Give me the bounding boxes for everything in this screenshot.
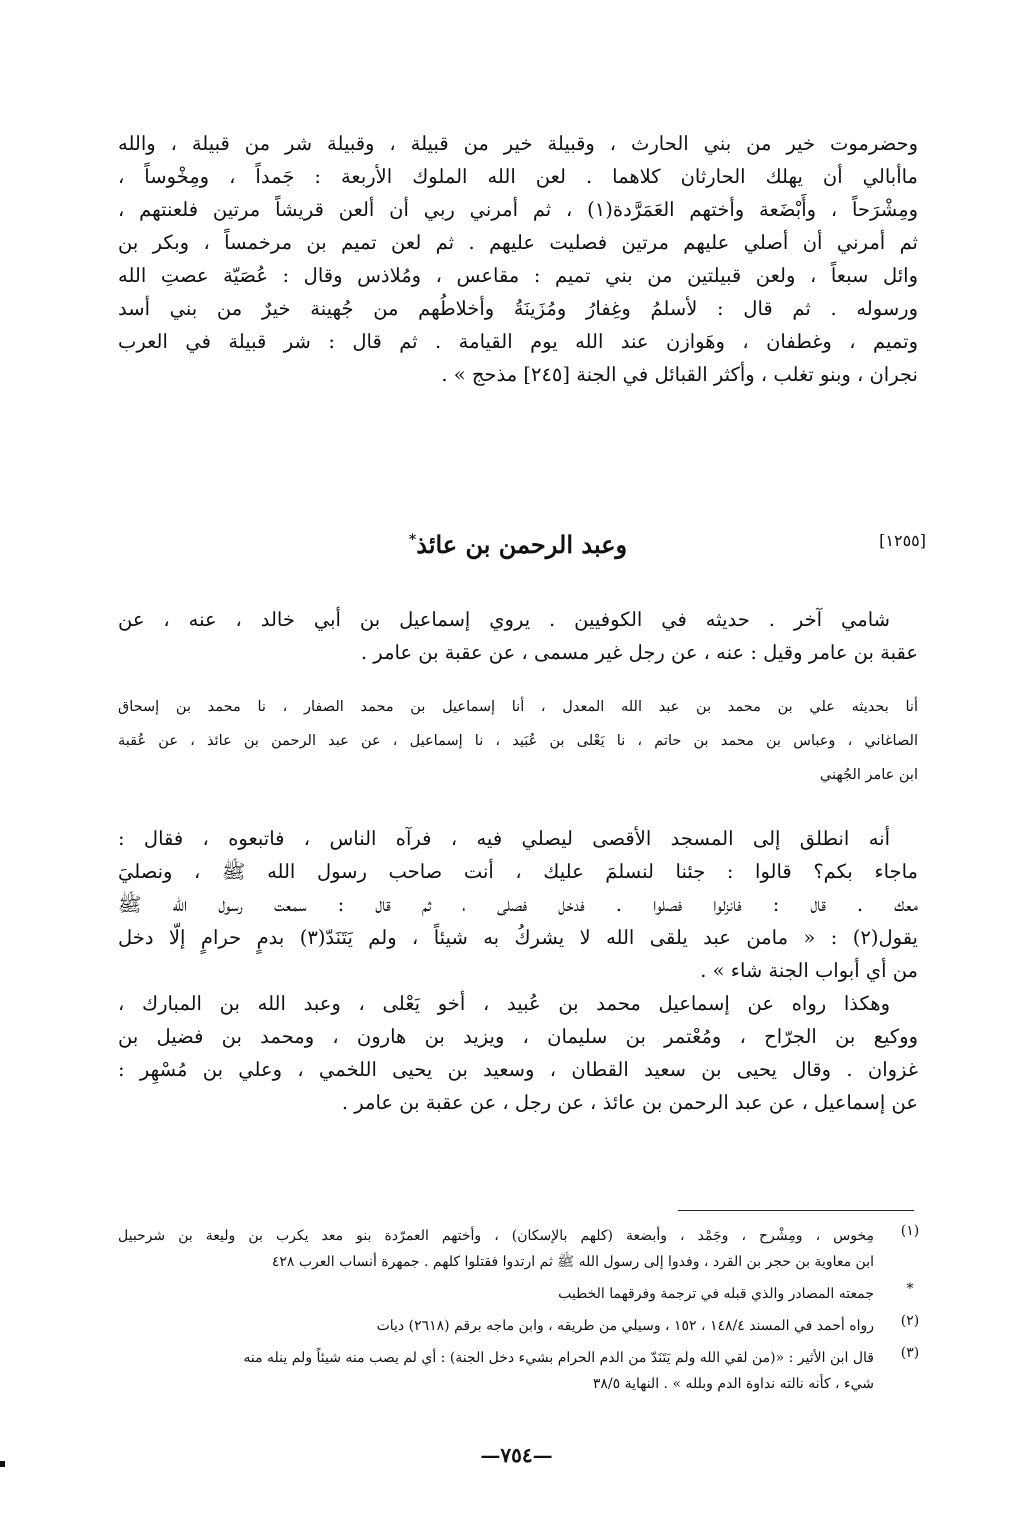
page-number: —٧٥٤— bbox=[480, 1443, 553, 1467]
text-line: وتميم ، وغطفان ، وهَوازن عند الله يوم القيامة . ثم قال : شر قبيلة في العرب bbox=[118, 330, 918, 353]
text-line: ورسوله . ثم قال : لأسلمُ وغِفارُ ومُزَينَةُ وأخلاطُهم من جُهينة خيرٌ من بني أسد bbox=[118, 297, 918, 320]
entry-heading bbox=[118, 520, 918, 560]
text-line: وهكذا رواه عن إسماعيل محمد بن عُبيد ، أخو يَعْلى ، وعبد الله بن المبارك ، bbox=[118, 992, 890, 1015]
text-line: أنه انطلق إلى المسجد الأقصى ليصلي فيه ، فرآه الناس ، فاتبعوه ، فقال : bbox=[118, 827, 890, 850]
footnote bbox=[118, 1313, 918, 1339]
text-line: ماأبالي أن يهلك الحارثان كلاهما . لعن الله الملوك الأربعة : جَمداً ، ومِخْوساً ، bbox=[118, 165, 918, 188]
text-line: عقبة بن عامر وقيل : عنه ، عن رجل غير مسمى ، عن عقبة بن عامر . bbox=[360, 641, 918, 664]
footnote-mark: (١) bbox=[900, 1223, 920, 1239]
footnote-line: مِخوس ، ومِشْرح ، وجَمْد ، وأبضعة (كلهم بالإسكان) ، وأختهم العمرّدة بنو معد يكرب بن وليعة بن شرحبيل bbox=[118, 1228, 874, 1244]
entry-number: [١٢٥٥] bbox=[879, 531, 926, 550]
text-line: ووكيع بن الجرّاح ، ومُعْتمر بن سليمان ، ويزيد بن هارون ، ومحمد بن فضيل بن bbox=[118, 1025, 918, 1048]
footnote bbox=[118, 1223, 918, 1275]
footnote bbox=[118, 1345, 918, 1397]
footnote-line: ابن معاوية بن حجر بن القرد ، وفدوا إلى رسول الله ﷺ ثم ارتدوا فقتلوا كلهم . جمهرة أنساب العرب ٤٢٨ bbox=[271, 1254, 874, 1270]
text-line: عن إسماعيل ، عن عبد الرحمن بن عائذ ، عن رجل ، عن عقبة بن عامر . bbox=[341, 1091, 918, 1114]
text-line: غزوان . وقال يحيى بن سعيد القطان ، وسعيد بن يحيى اللخمي ، وعلي بن مُسْهِر : bbox=[118, 1058, 918, 1081]
text-line: وائل سبعاً ، ولعن قبيلتين من بني تميم : مقاعس ، ومُلاذس وقال : عُصَيّة عصتِ الله bbox=[118, 264, 918, 287]
hadith-text-paragraph bbox=[118, 822, 918, 1119]
scan-margin-mark bbox=[0, 1461, 5, 1467]
footnotes bbox=[118, 1223, 918, 1403]
footnote-line: جمعته المصادر والذي قبله في ترجمة وفرقهما الخطيب bbox=[558, 1286, 874, 1302]
isnad-line: ابن عامر الجُهني bbox=[819, 767, 918, 783]
text-line: ومِشْرَحاً ، وأَبْضَعة وأختهم العَمَرَّدة(١) ، ثم أمرني ربي أن ألعن قريشاً مرتين فلعنتهم ، bbox=[118, 198, 918, 221]
entry-title: وعبد الرحمن بن عائذ bbox=[416, 530, 628, 559]
text-line: معك . قال : فانزلوا فصلوا . فدخل فصلى ، ثم قال : سمعت رسول الله ﷺ bbox=[118, 893, 918, 916]
text-line: ماجاء بكم؟ قالوا : جئنا لنسلمَ عليك ، أنت صاحب رسول الله ﷺ ، ونصليَ bbox=[118, 860, 918, 883]
footnote-line: قال ابن الأثير : «(من لقي الله ولم يَتَنَدّ من الدم الحرام بشيء دخل الجنة) : أي لم يصب منه شيئاً ولم ينله منه bbox=[243, 1350, 874, 1366]
title-footnote-mark: * bbox=[408, 532, 417, 548]
footnote-mark: (٣) bbox=[900, 1345, 920, 1361]
footnote-line: شيء ، كأنه نالته نداوة الدم وبلله » . النهاية ٣٨/٥ bbox=[592, 1376, 874, 1392]
intro-paragraph bbox=[118, 603, 918, 669]
footnote-divider bbox=[678, 1210, 914, 1211]
footnote-line: رواه أحمد في المسند ١٤٨/٤ ، ١٥٢ ، وسيلي من طريقه ، وابن ماجه برقم (٢٦١٨) ديات bbox=[376, 1318, 874, 1334]
isnad-line: الصاغاني ، وعباس بن محمد بن حاتم ، نا يَعْلى بن عُبَيد ، نا إسماعيل ، عن عبد الرحمن بن عائذ ، عن عُقبة bbox=[118, 733, 918, 749]
text-line: ثم أمرني أن أصلي عليهم مرتين فصليت عليهم . ثم لعن تميم بن مرخمساً ، وبكر بن bbox=[118, 231, 918, 254]
continued-hadith-paragraph bbox=[118, 127, 918, 391]
footnote bbox=[118, 1281, 918, 1307]
footnote-mark: (٢) bbox=[900, 1313, 920, 1329]
text-line: نجران ، وبنو تغلب ، وأكثر القبائل في الجنة [٢٤٥] مذحج » . bbox=[441, 363, 918, 386]
isnad-paragraph bbox=[118, 690, 918, 792]
text-line: شامي آخر . حديثه في الكوفيين . يروي إسماعيل بن أبي خالد ، عنه ، عن bbox=[118, 608, 890, 631]
isnad-line: أنا بحديثه علي بن محمد بن عبد الله المعدل ، أنا إسماعيل بن محمد الصفار ، نا محمد بن إسحاق bbox=[118, 699, 918, 715]
footnote-mark: * bbox=[906, 1281, 914, 1297]
text-line: وحضرموت خير من بني الحارث ، وقبيلة خير من قبيلة ، وقبيلة شر من قبيلة ، والله bbox=[118, 132, 918, 155]
text-line: من أي أبواب الجنة شاء » . bbox=[700, 959, 918, 982]
text-line: يقول(٢) : « مامن عبد يلقى الله لا يشركُ به شيئاً ، ولم يَتَنَدّ(٣) بدمٍ حرامٍ إلّا دخل bbox=[118, 926, 918, 949]
